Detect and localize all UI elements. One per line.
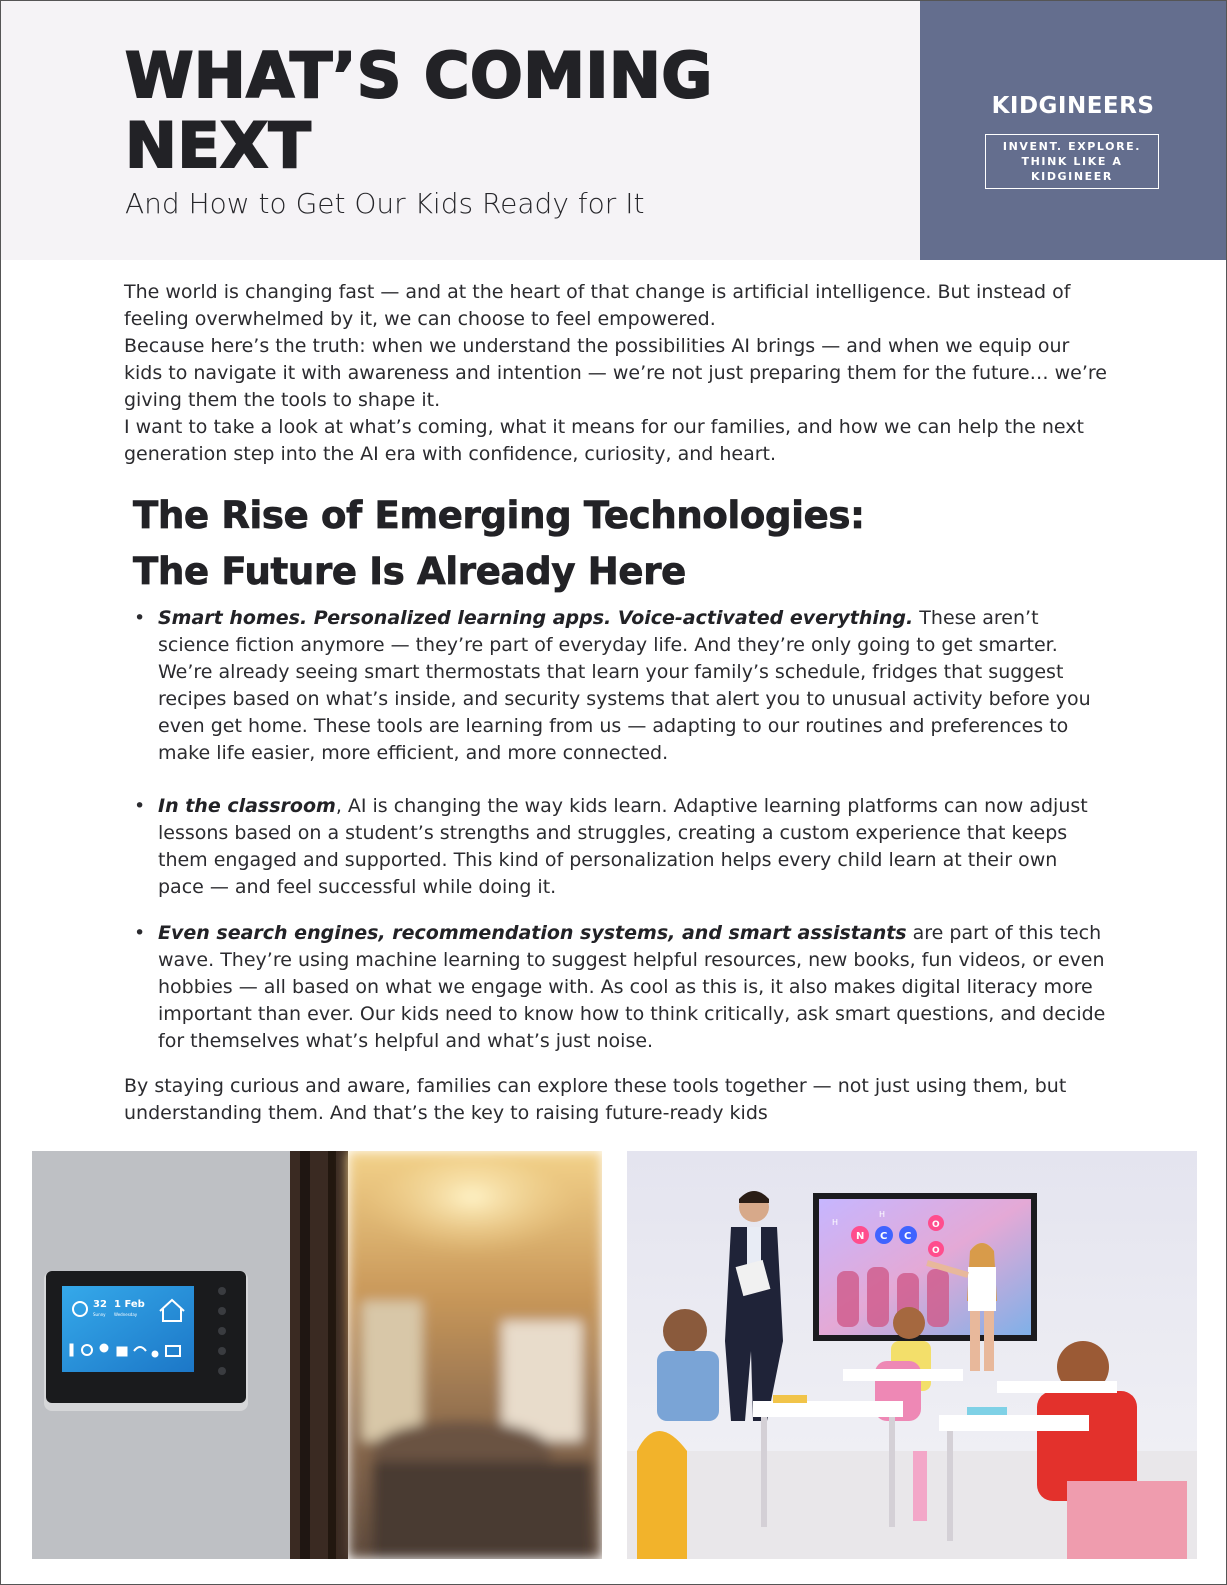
- bullet-lead: In the classroom: [158, 795, 336, 817]
- thermostat-illustration: [32, 1151, 602, 1559]
- molecule-label: O: [932, 1246, 940, 1256]
- page-title: [125, 41, 713, 181]
- molecule-label: H: [832, 1218, 839, 1227]
- bullet-list: [124, 605, 1109, 1055]
- intro-paragraph-3: I want to take a look at what’s coming, what it means for our families, and how we can help the next generation step into the AI era with confidence, curiosity, and heart.: [124, 416, 1084, 465]
- thermostat-temp-sub: Sunny: [93, 1312, 106, 1317]
- brand-panel: [920, 1, 1226, 260]
- molecule-label: O: [932, 1220, 940, 1230]
- bullet-lead: Even search engines, recommendation systems, and smart assistants: [158, 922, 907, 944]
- intro-paragraph-1: The world is changing fast — and at the heart of that change is artificial intelligence. But instead of feeling overwhelmed by it, we can choose to feel empowered.: [124, 281, 1071, 330]
- intro-paragraph-2: Because here’s the truth: when we understand the possibilities AI brings — and when we equip our kids to navigate it with awareness and intention — we’re not just preparing them for the future… we’re giving them the tools to shape it.: [124, 335, 1107, 411]
- thermostat-date: 1 Feb: [114, 1299, 145, 1310]
- section-heading-line-1: The Rise of Emerging Technologies:: [133, 494, 865, 537]
- title-line-2: NEXT: [125, 109, 312, 182]
- book: [967, 1407, 1007, 1415]
- bullet-lead: Smart homes. Personalized learning apps. Voice-activated everything.: [158, 607, 914, 629]
- bullet-text: are part of this tech wave. They’re using machine learning to suggest helpful resources, new books, fun videos, or even hobbies — all based on what we engage with. As cool as this is, it also makes digital literacy more important than ever. Our kids need to know how to think critically, ask smart questions, and decide for themselves what’s helpful and what’s just noise.: [158, 922, 1106, 1052]
- book: [773, 1395, 807, 1403]
- bulb-icon: [100, 1344, 108, 1352]
- bullet-item: [124, 605, 1109, 767]
- closing-paragraph: By staying curious and aware, families can explore these tools together — not just using them, but understanding them. And that’s the key to raising future-ready kids: [124, 1075, 1067, 1124]
- music-icon: [152, 1351, 158, 1357]
- molecule-label: C: [880, 1231, 888, 1242]
- title-line-1: WHAT’S COMING: [125, 39, 713, 112]
- bullet-text: These aren’t science fiction anymore — they’re part of everyday life. And they’re only going to get smarter. We’re already seeing smart thermostats that learn your family’s schedule, fridges that suggest recipes based on what’s inside, and security systems that alert you to unusual activity before you even get home. These tools are learning from us — adapting to our routines and preferences to make life easier, more efficient, and more connected.: [158, 607, 1091, 764]
- classroom-illustration: [627, 1151, 1197, 1559]
- thermostat-date-sub: Wednesday: [114, 1312, 138, 1317]
- thermostat-temp: 32: [93, 1299, 107, 1310]
- intro-text: [124, 279, 1109, 468]
- bullet-item: [124, 793, 1109, 901]
- header-banner: [1, 1, 920, 260]
- page-subtitle: And How to Get Our Kids Ready for It: [125, 187, 645, 220]
- section-heading: [133, 488, 865, 600]
- lock-icon: [117, 1347, 127, 1356]
- brand-tagline-text: INVENT. EXPLORE. THINK LIKE A KIDGINEER: [1002, 140, 1142, 183]
- molecule-label: N: [856, 1231, 865, 1242]
- brand-tagline: [985, 134, 1159, 189]
- molecule-label: C: [904, 1231, 912, 1242]
- thermometer-icon: [70, 1344, 73, 1356]
- classroom-photo: [627, 1151, 1197, 1559]
- brand-name: KIDGINEERS: [991, 93, 1155, 119]
- molecule-label: H: [879, 1210, 886, 1219]
- bullet-item: [124, 920, 1109, 1055]
- bullet-text: , AI is changing the way kids learn. Adaptive learning platforms can now adjust lessons based on a student’s strengths and struggles, creating a custom experience that keeps them engaged and supported. This kind of personalization helps every child learn at their own pace — and feel successful while doing it.: [158, 795, 1088, 898]
- section-heading-line-2: The Future Is Already Here: [133, 550, 686, 593]
- smart-home-thermostat-photo: [32, 1151, 602, 1559]
